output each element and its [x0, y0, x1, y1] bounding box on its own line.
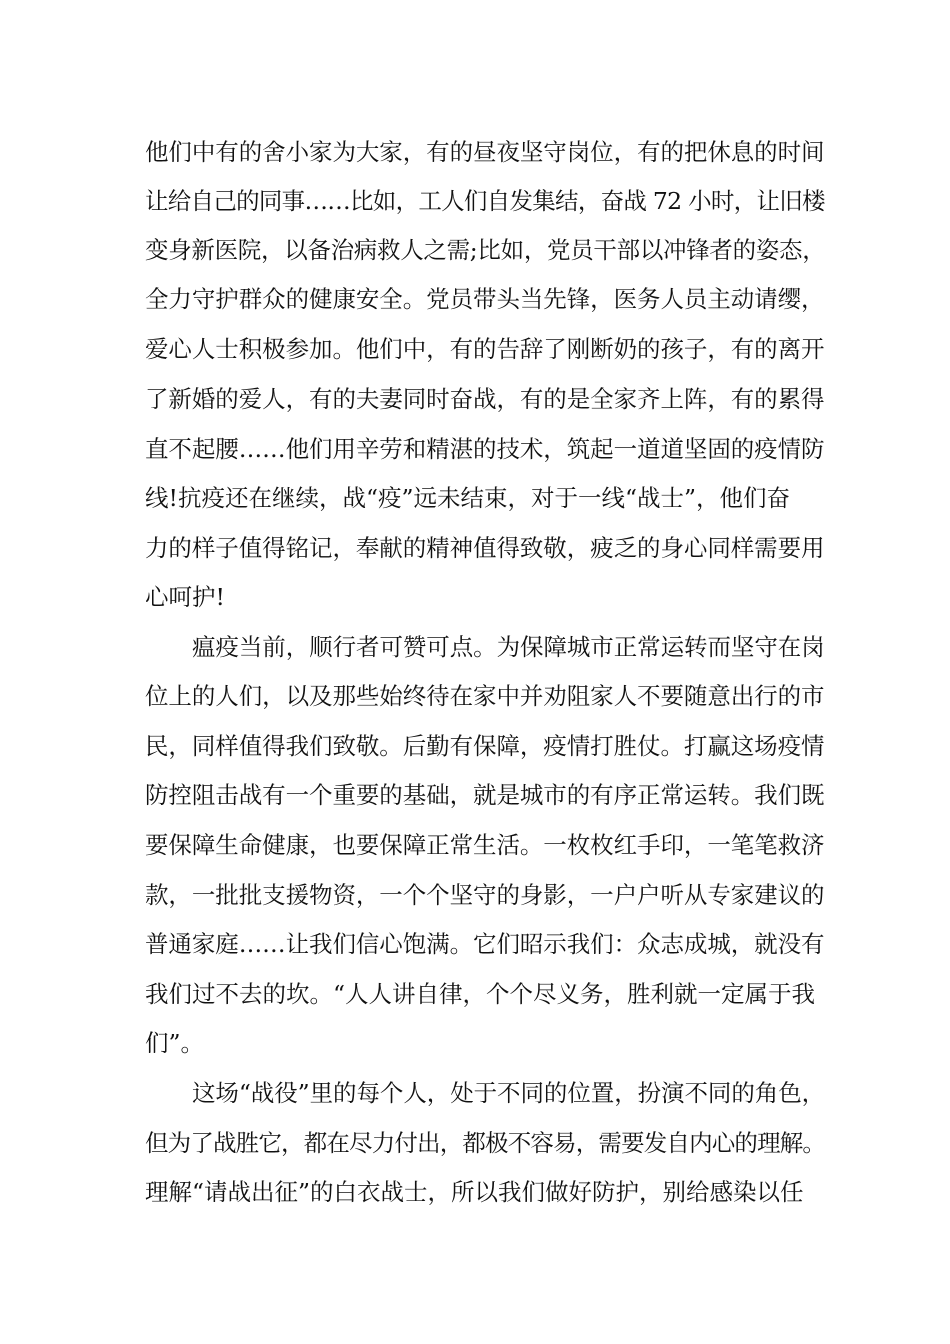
text-line: 防控阻击战有一个重要的基础，就是城市的有序正常运转。我们既 [145, 781, 825, 809]
text-line: 线!抗疫还在继续，战“疫”远未结束，对于一线“战士”，他们奋 [145, 484, 790, 512]
paragraph-first-line: 这场“战役”里的每个人，处于不同的位置，扮演不同的角色， [192, 1079, 826, 1107]
text-line: 们”。 [145, 1029, 205, 1057]
text-line: 全力守护群众的健康安全。党员带头当先锋，医务人员主动请缨， [145, 285, 825, 313]
text-line: 但为了战胜它，都在尽力付出，都极不容易，需要发自内心的理解。 [145, 1129, 826, 1157]
paragraph-first-line: 瘟疫当前，顺行者可赞可点。为保障城市正常运转而坚守在岗 [192, 633, 825, 661]
text-line: 爱心人士积极参加。他们中，有的告辞了刚断奶的孩子，有的离开 [145, 335, 825, 363]
text-line: 民，同样值得我们致敬。后勤有保障，疫情打胜仗。打赢这场疫情 [145, 732, 825, 760]
text-line: 要保障生命健康，也要保障正常生活。一枚枚红手印，一笔笔救济 [145, 831, 825, 859]
text-line: 让给自己的同事……比如，工人们自发集结，奋战 72 小时，让旧楼 [145, 187, 825, 215]
text-line: 位上的人们，以及那些始终待在家中并劝阻家人不要随意出行的市 [145, 682, 825, 710]
text-line: 了新婚的爱人，有的夫妻同时奋战，有的是全家齐上阵，有的累得 [145, 385, 825, 413]
text-line: 直不起腰……他们用辛劳和精湛的技术，筑起一道道坚固的疫情防 [145, 435, 825, 463]
text-line: 我们过不去的坎。“人人讲自律，个个尽义务，胜利就一定属于我 [145, 980, 816, 1008]
text-line: 力的样子值得铭记，奉献的精神值得致敬，疲乏的身心同样需要用 [145, 534, 825, 562]
text-line: 普通家庭……让我们信心饱满。它们昭示我们：众志成城，就没有 [145, 930, 825, 958]
text-line: 心呵护! [145, 583, 225, 611]
text-line: 款，一批批支援物资，一个个坚守的身影，一户户听从专家建议的 [145, 881, 825, 909]
text-line: 他们中有的舍小家为大家，有的昼夜坚守岗位，有的把休息的时间 [145, 138, 825, 166]
text-line: 理解“请战出征”的白衣战士，所以我们做好防护，别给感染以任 [145, 1178, 804, 1206]
text-line: 变身新医院，以备治病救人之需;比如，党员干部以冲锋者的姿态， [145, 236, 826, 264]
